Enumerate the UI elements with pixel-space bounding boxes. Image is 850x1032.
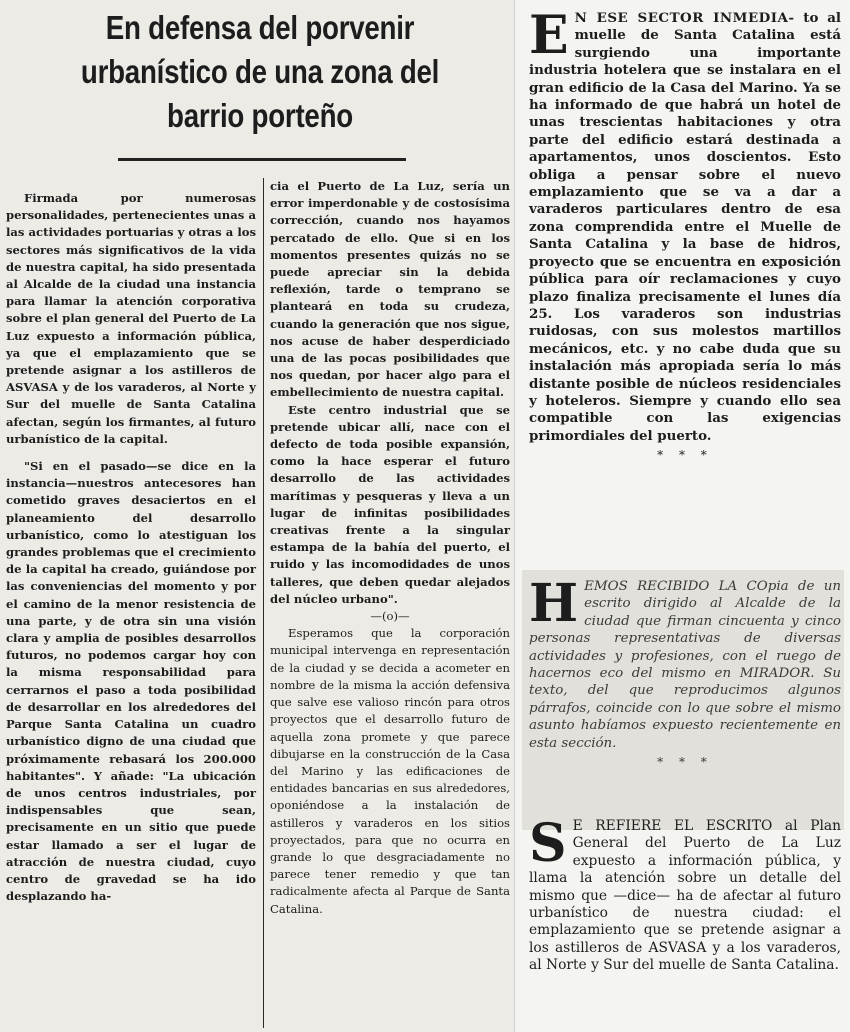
headline-line-2: urbanístico de una zona del [80, 53, 440, 90]
section1-text: to al muelle de Santa Catalina está surgiendo una importante industria hotelera que se instalara en el gran edificio de la Casa del Marino. Ya se ha informado de que habrá un hotel de unas trescientas habitaciones y otra parte del edificio estará destinada a apartamentos, unos doscientos. Esto obliga a pensar sobre el nuevo emplazamiento que se va a dar a varaderos particulares dentro de esa zona comprendida entre el Muelle de Santa Catalina y la base de hidros, proyecto que se encuentra en exposición pública para oír reclamaciones y cuyo plazo finaliza precisamente el lunes día 25. Los varaderos son industrias ruidosas, con sus molestos martillos mecánicos, etc. y no cabe duda que su instalación más apropiada sería lo más distante posible de núcleos residenciales y hoteleros. Siempre y cuando ello sea compatible con las exigencias primordiales del puerto. [529, 10, 841, 444]
dropcap-h: H [529, 573, 579, 634]
section-divider-stars: * * * [657, 448, 713, 463]
mirador-section-2 [529, 573, 841, 773]
section1-lead: N ESE SECTOR INMEDIA- [574, 10, 795, 26]
article-column-2 [270, 178, 510, 918]
article-column-1 [6, 190, 256, 905]
mirador-section-3 [529, 813, 841, 975]
section3-text: E REFIERE EL ESCRITO al Plan General del Puerto de La Luz expuesto a información pública, y llama la atención sobre un detalle del mismo que —dice— ha de afectar al futuro urbanístico de nuestra ciudad: el emplazamiento que se pretende asignar a los astilleros de ASVASA y a los varaderos, al Norte y Sur del muelle de Santa Catalina. [529, 818, 841, 974]
col1-paragraph-2: "Si en el pasado—se dice en la instancia—nuestros antecesores han cometido graves desaciertos en el planeamiento del desarrollo urbanístico, como lo atestiguan los grandes problemas que el crecimiento de la capital ha creado, guiándose por las conveniencias del momento y por el camino de la menor resistencia de una parte, y de otra sin una visión clara y amplia de posibles desarrollos futuros, no podemos cargar hoy con la misma responsabilidad para cerrarnos el paso a toda posibilidad de desarrollar en los alrededores del Parque Santa Catalina un cuadro urbanístico digno de una ciudad que próximamente rebasará los 200.000 habitantes". Y añade: "La ubicación de unos centros industriales, por indispensables que sean, precisamente en un sitio que puede estar llamado a ser el lugar de atracción de nuestra ciudad, cuyo centro de gravedad se ha ido desplazando ha- [6, 459, 256, 904]
column-divider [263, 178, 264, 1028]
headline [58, 6, 461, 138]
section2-text: EMOS RECIBIDO LA COpia de un escrito dirigido al Alcalde de la ciudad que firman cincuenta y cinco personas representativas de diversas actividades y profesiones, con el ruego de hacernos eco del mismo en MIRADOR. Su texto, del que reproducimos algunos párrafos, coincide con lo que sobre el mismo asunto habíamos expuesto recientemente en esta sección. [529, 579, 841, 751]
col1-paragraph-1: Firmada por numerosas personalidades, pertenecientes unas a las actividades portuarias y otras a los sectores más significativos de la vida de nuestra capital, ha sido presentada al Alcalde de la ciudad una instancia para llamar la atención corporativa sobre el plan general del Puerto de La Luz expuesto a información pública, ya que el emplazamiento que se pretende asignar a los astilleros de ASVASA y de los varaderos, al Norte y Sur del muelle de Santa Catalina afectan, según los firmantes, al futuro urbanístico de la capital. [6, 191, 256, 446]
headline-rule [118, 158, 406, 161]
col2-paragraph-2: Este centro industrial que se pretende ubicar allí, nace con el defecto de toda posible expansión, como la hace esperar el futuro desarrollo de las actividades marítimas y pesqueras y lleva a un lugar de infinitas posibilidades creativas frente a la singular estampa de la bahía del puerto, el ruido y las incomodidades de unos talleres, que deben quedar alejados del núcleo urbano". [270, 402, 510, 606]
col2-separator: —(o)— [370, 609, 410, 624]
col2-paragraph-1: cia el Puerto de La Luz, sería un error imperdonable y de costosísima corrección, cuando nos hayamos percatado de ello. Que si en los momentos presentes quizás no se puede apreciar sin la debida reflexión, tarde o temprano se planteará en toda su crudeza, cuando la generación que nos sigue, nos acuse de haber desperdiciado una de las pocas posibilidades que nos quedan, por hacer algo para el embellecimiento de nuestra capital. [270, 179, 510, 400]
headline-line-3: barrio porteño [167, 97, 353, 134]
dropcap-s: S [529, 813, 567, 874]
dropcap-e: E [529, 5, 569, 66]
col2-paragraph-3: Esperamos que la corporación municipal intervenga en representación de la ciudad y se decida a acometer en nombre de la misma la acción defensiva que salve ese valioso rincón para otros proyectos que el desarrollo futuro de aquella zona promete y que parece dibujarse en la construcción de la Casa del Marino y las edificaciones de entidades bancarias en sus alrededores, oponiéndose a la instalación de astilleros y varaderos en los sitios proyectados, para que no ocurra en grande lo que desgraciadamente no parece tener remedio y que tan radicalmente afecta al Parque de Santa Catalina. [270, 626, 510, 916]
section-divider-stars-2: * * * [657, 755, 713, 770]
mirador-section-1 [529, 5, 841, 467]
headline-line-1: En defensa del porvenir [105, 9, 415, 46]
